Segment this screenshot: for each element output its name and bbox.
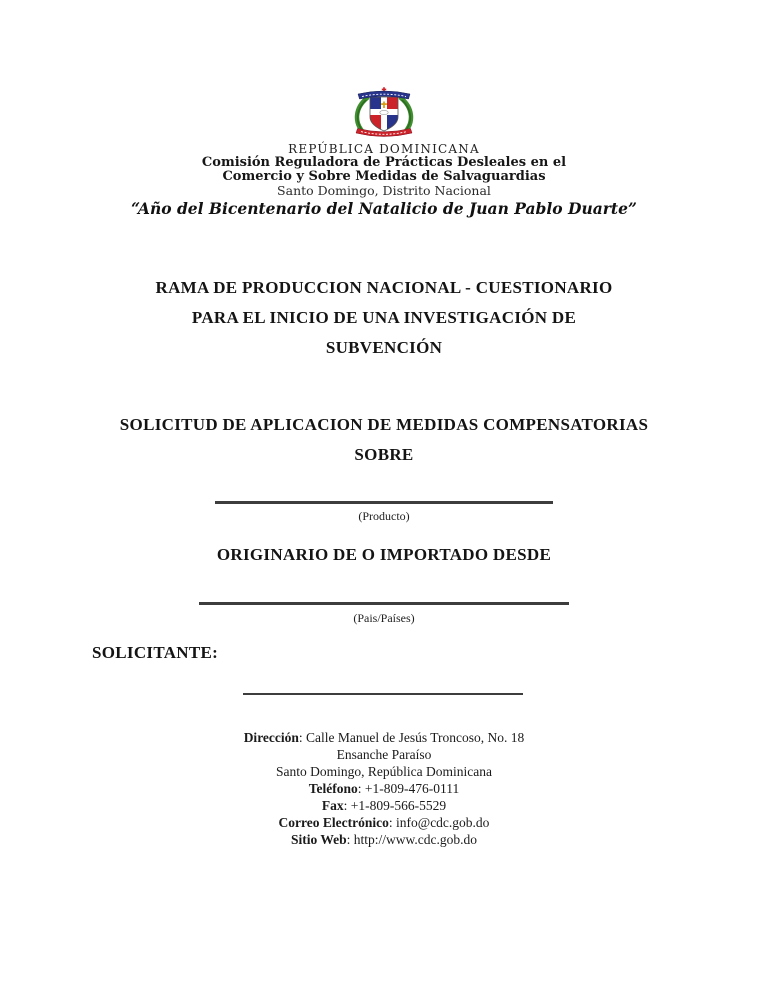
document-title-line3: SUBVENCIÓN — [325, 338, 443, 357]
contact-block — [0, 729, 768, 848]
contact-line-neighborhood — [0, 746, 768, 763]
contact-line-phone — [0, 780, 768, 797]
request-heading — [0, 410, 768, 470]
contact-label: Sitio Web — [290, 832, 347, 847]
year-motto: “Año del Bicentenario del Natalicio de Juan Pablo Duarte” — [131, 199, 637, 218]
contact-label: Teléfono — [308, 781, 358, 796]
origin-heading: ORIGINARIO DE O IMPORTADO DESDE — [216, 545, 552, 564]
contact-line-website — [0, 831, 768, 848]
product-caption: (Producto) — [358, 509, 410, 523]
document-title-line1: RAMA DE PRODUCCION NACIONAL - CUESTIONARIO — [155, 278, 613, 297]
commission-name-line1: Comisión Reguladora de Prácticas Desleales en el — [201, 155, 567, 170]
contact-line-city — [0, 763, 768, 780]
contact-label: Fax — [321, 798, 344, 813]
document-title-line2: PARA EL INICIO DE UNA INVESTIGACIÓN DE — [191, 308, 577, 327]
dominican-coat-of-arms-icon — [346, 86, 422, 144]
contact-value: : Calle Manuel de Jesús Troncoso, No. 18 — [298, 730, 525, 745]
applicant-blank-line — [243, 693, 523, 695]
contact-value: : +1-809-566-5529 — [343, 798, 447, 813]
contact-line-fax — [0, 797, 768, 814]
applicant-label: SOLICITANTE: — [92, 643, 219, 662]
document-title — [0, 273, 768, 363]
contact-value: : http://www.cdc.gob.do — [346, 832, 477, 847]
shield — [370, 97, 398, 131]
product-blank-line — [215, 501, 553, 504]
city-line: Santo Domingo, Distrito Nacional — [277, 183, 491, 198]
contact-line-email — [0, 814, 768, 831]
laurel-branch-left — [357, 96, 369, 132]
contact-value: Ensanche Paraíso — [336, 747, 432, 762]
commission-name-line2: Comercio y Sobre Medidas de Salvaguardias — [222, 169, 546, 184]
request-heading-line1: SOLICITUD DE APLICACION DE MEDIDAS COMPENSATORIAS — [119, 415, 649, 434]
country-name: REPÚBLICA DOMINICANA — [288, 142, 480, 156]
palm-branch-right — [399, 96, 411, 132]
contact-line-address — [0, 729, 768, 746]
request-heading-line2: SOBRE — [354, 445, 414, 464]
country-caption: (Pais/Países) — [353, 611, 415, 625]
contact-value: Santo Domingo, República Dominicana — [276, 764, 492, 779]
contact-value: : +1-809-476-0111 — [357, 781, 460, 796]
contact-label: Correo Electrónico — [278, 815, 389, 830]
country-blank-line — [199, 602, 569, 605]
contact-value: : info@cdc.gob.do — [388, 815, 490, 830]
contact-label: Dirección — [243, 730, 299, 745]
letterhead — [0, 142, 768, 218]
